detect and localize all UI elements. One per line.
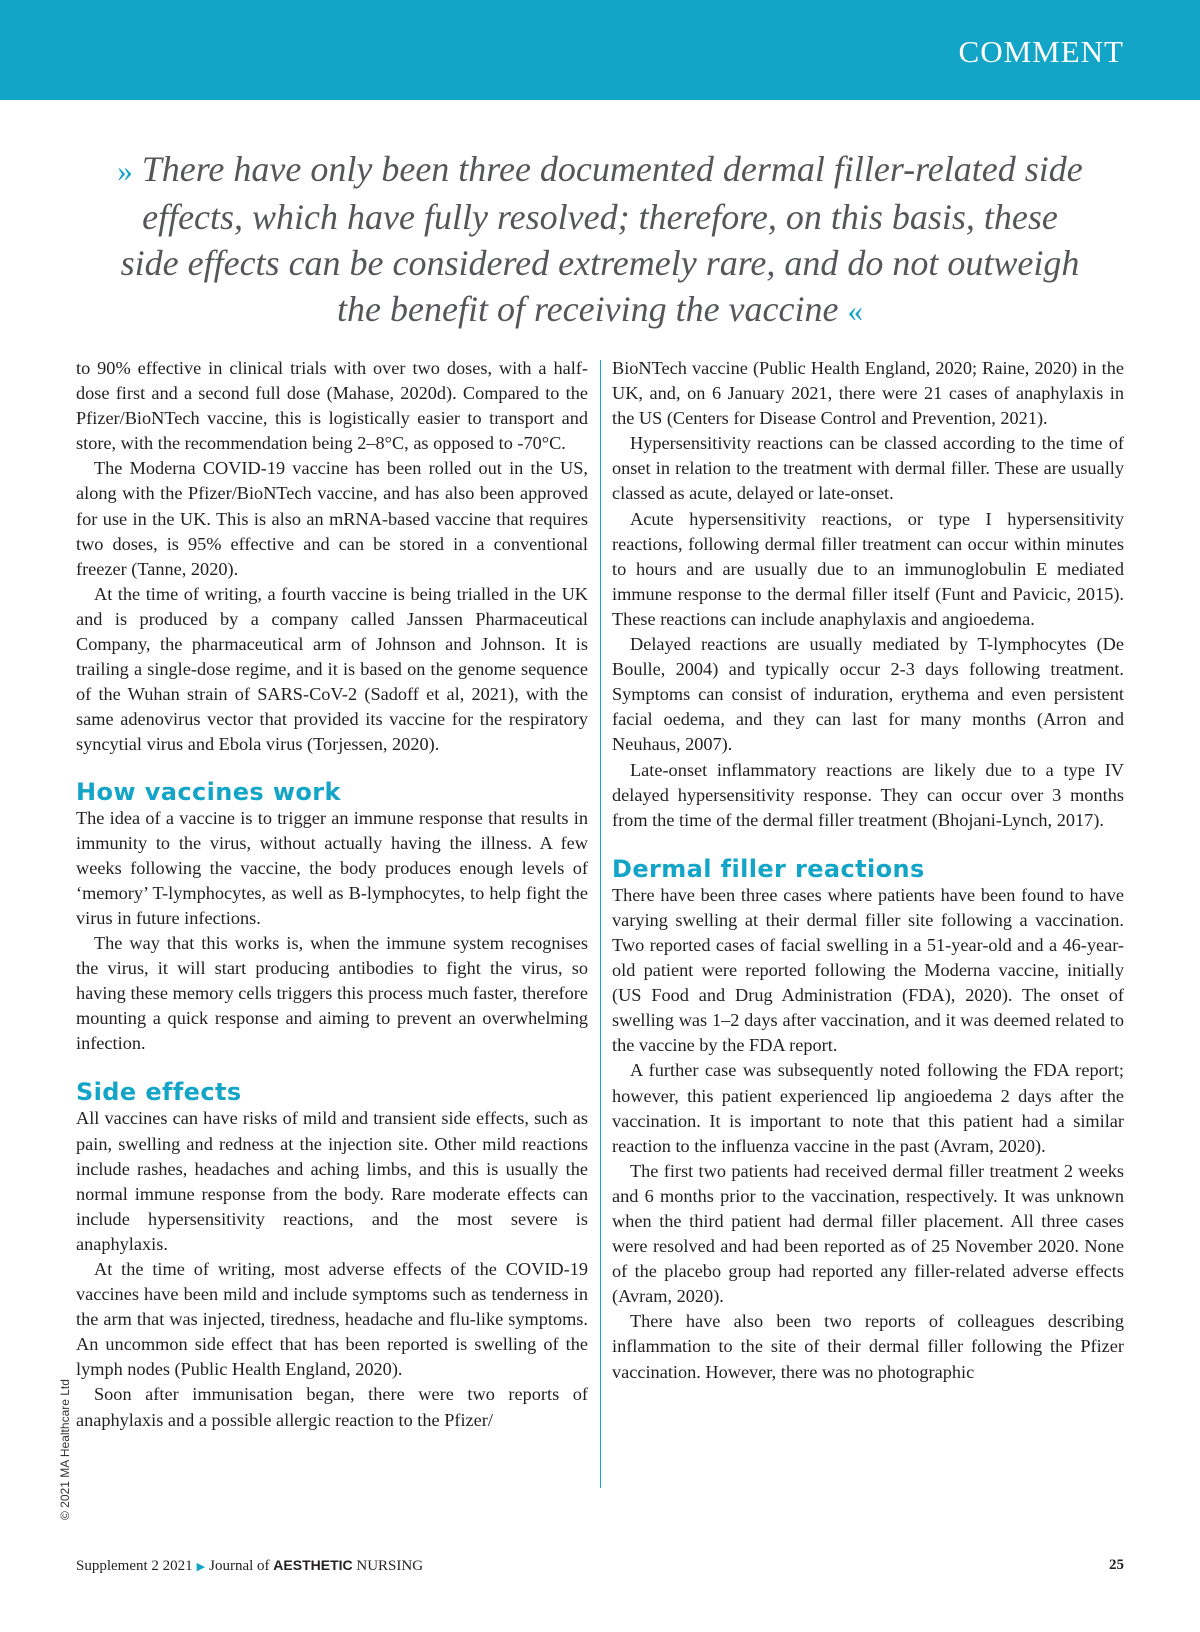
paragraph: Late-onset inflammatory reactions are likely due to a type IV delayed hypersensitivity response. They can occur over 3 months from the time of the dermal filler treatment (Bhojani-Lynch, 2017). — [612, 759, 1124, 830]
heading-side-effects: Side effects — [76, 1078, 242, 1107]
journal-name-bold: AESTHETIC — [273, 1557, 353, 1573]
paragraph: Hypersensitivity reactions can be classed according to the time of onset in relation to the treatment with dermal filler. These are usually classed as acute, delayed or late-onset. — [612, 433, 1124, 504]
paragraph: The first two patients had received dermal filler treatment 2 weeks and 6 months prior to the vaccination, respectively. It was unknown when the third patient had dermal filler placement. All three cases were resolved and had been reported as of 25 November 2020. None of the placebo group had reported any filler-related adverse effects (Avram, 2020). — [612, 1160, 1124, 1307]
right-column — [612, 356, 1124, 1385]
quote-close-mark: « — [847, 293, 863, 328]
paragraph: The Moderna COVID-19 vaccine has been rolled out in the US, along with the Pfizer/BioNTech vaccine, and has also been approved for use in the UK. This is also an mRNA-based vaccine that requires two doses, is 95% effective and can be stored in a conventional freezer (Tanne, 2020). — [76, 458, 588, 579]
paragraph: Soon after immunisation began, there were two reports of anaphylaxis and a possible allergic reaction to the Pfizer/ — [76, 1384, 588, 1430]
paragraph: At the time of writing, a fourth vaccine is being trialled in the UK and is produced by a company called Janssen Pharmaceutical Company, the pharmaceutical arm of Johnson and Johnson. It is trailing a single-dose regime, and it is based on the genome sequence of the Wuhan strain of SARS-CoV-2 (Sadoff et al, 2021), with the same adenovirus vector that provided its vaccine for the respiratory syncytial virus and Ebola virus (Torjessen, 2020). — [76, 583, 588, 755]
paragraph: Delayed reactions are usually mediated by T-lymphocytes (De Boulle, 2004) and typically occur 2-3 days following treatment. Symptoms can consist of induration, erythema and even persistent facial oedema, and they can last for many months (Arron and Neuhaus, 2007). — [612, 634, 1124, 755]
paragraph: Acute hypersensitivity reactions, or type I hypersensitivity reactions, following dermal filler treatment can occur within minutes to hours and are usually due to an immunoglobulin E mediated immune response to the dermal filler itself (Funt and Pavicic, 2015). These reactions can include anaphylaxis and angioedema. — [612, 508, 1124, 629]
page-number: 25 — [1109, 1557, 1124, 1573]
pull-quote — [110, 146, 1090, 334]
paragraph: to 90% effective in clinical trials with over two doses, with a half-dose first and a second full dose (Mahase, 2020d). Compared to the Pfizer/BioNTech vaccine, this is logistically easier to transport and store, with the recommendation being 2–8°C, as opposed to -70°C. — [76, 358, 588, 454]
paragraph: There have been three cases where patients have been found to have varying swelling at their dermal filler site following a vaccination. Two reported cases of facial swelling in a 51-year-old and a 46-year-old patient were reported following the Moderna vaccine, initially (US Food and Drug Administration (FDA), 2020). The onset of swelling was 1–2 days after vaccination, and it was deemed related to the vaccine by the FDA report. — [612, 884, 1124, 1056]
column-divider — [600, 360, 601, 1488]
journal-suffix: NURSING — [356, 1558, 424, 1574]
section-label: COMMENT — [958, 34, 1124, 69]
paragraph: A further case was subsequently noted following the FDA report; however, this patient experienced lip angioedema 2 days after the vaccination. It is important to note that this patient had a similar reaction to the influenza vaccine in the past (Avram, 2020). — [612, 1060, 1124, 1156]
paragraph: BioNTech vaccine (Public Health England, 2020; Raine, 2020) in the UK, and, on 6 January 2021, there were 21 cases of anaphylaxis in the US (Centers for Disease Control and Prevention, 2021). — [612, 358, 1124, 429]
left-column — [76, 356, 588, 1433]
heading-dermal-filler-reactions: Dermal filler reactions — [612, 854, 925, 883]
pull-quote-text: There have only been three documented dermal filler-related side effects, which have fully resolved; therefore, on this basis, these side effects can be considered extremely rare, and do not outweigh the benefit of receiving the vaccine — [120, 149, 1083, 329]
issue-label: Supplement 2 2021 — [76, 1558, 193, 1574]
journal-prefix: Journal of — [209, 1558, 270, 1574]
paragraph: There have also been two reports of colleagues describing inflammation to the site of their dermal filler following the Pfizer vaccination. However, there was no photographic — [612, 1311, 1124, 1382]
heading-how-vaccines-work: How vaccines work — [76, 777, 341, 806]
page-footer — [76, 1557, 1124, 1575]
paragraph: At the time of writing, most adverse effects of the COVID-19 vaccines have been mild and include symptoms such as tenderness in the arm that was injected, tiredness, headache and flu-like symptoms. An uncommon side effect that has been reported is swelling of the lymph nodes (Public Health England, 2020). — [76, 1259, 588, 1380]
section-banner — [0, 0, 1200, 100]
paragraph: The way that this works is, when the immune system recognises the virus, it will start producing antibodies to fight the virus, so having these memory cells triggers this process much faster, therefore mounting a quick response and aiming to prevent an overwhelming infection. — [76, 932, 588, 1054]
paragraph: The idea of a vaccine is to trigger an immune response that results in immunity to the virus, without actually having the illness. A few weeks following the vaccine, the body produces enough levels of ‘memory’ T-lymphocytes, as well as B-lymphocytes, to help fight the virus in future infections. — [76, 807, 588, 928]
quote-open-mark: » — [117, 153, 133, 188]
copyright-note: © 2021 MA Healthcare Ltd — [58, 1379, 72, 1520]
triangle-arrow-icon: ▶ — [196, 1561, 206, 1573]
paragraph: All vaccines can have risks of mild and transient side effects, such as pain, swelling and redness at the injection site. Other mild reactions include rashes, headaches and aching limbs, and this is usually the normal immune response from the body. Rare moderate effects can include hypersensitivity reactions, and the most severe is anaphylaxis. — [76, 1108, 588, 1254]
